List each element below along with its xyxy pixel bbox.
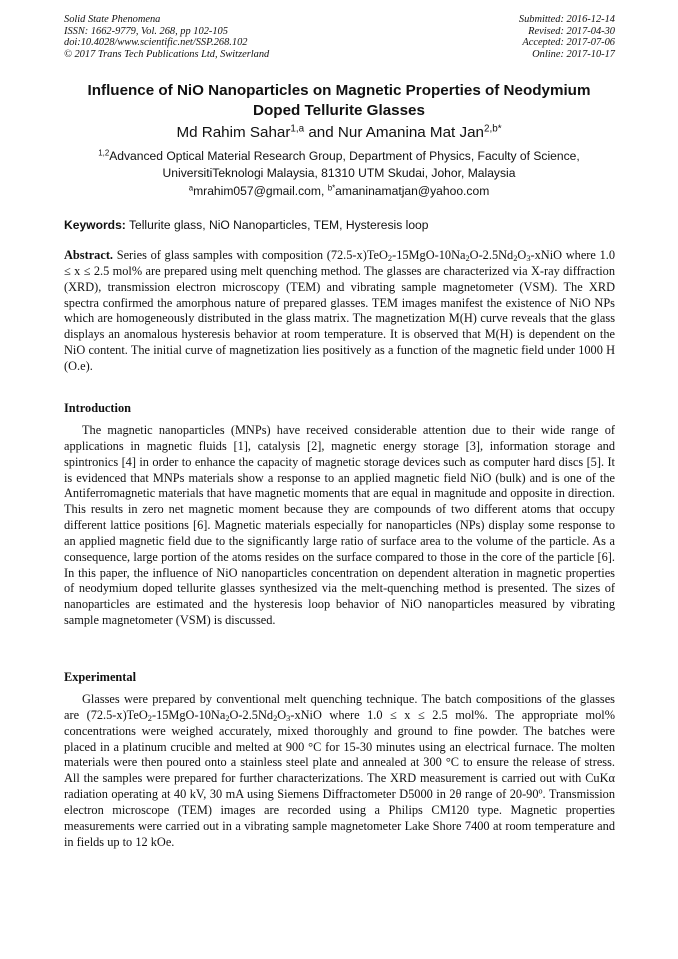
journal-info <box>64 14 269 60</box>
author-1: Md Rahim Sahar <box>176 124 291 141</box>
abstract-text-5: -xNiO where 1.0 ≤ x ≤ 2.5 mol% are prepared using melt quenching method. The glasses are characterized via X-ray diffraction (XRD), transmission electron microscopy (TEM) and vibrating sample magnetometer (VSM). The XRD spectra confirmed the amorphous nature of prepared glasses. TEM images manifest the existence of NiO NPs which are homogeneously distributed in the glass matrix. The magnetization M(H) curve reveals that the glass displays an anomalous hysteresis behavior at room temperature. It is observed that M(H) is dependent on the NiO content. The initial curve of magnetization lies positively as a function of the magnetic field under 1000 H (O.e). <box>64 248 615 373</box>
email-a: mrahim057@gmail.com, <box>193 184 328 198</box>
experimental-sub-1: 2 <box>147 713 152 723</box>
author-2: Nur Amanina Mat Jan <box>337 124 484 141</box>
author-separator: and <box>304 124 338 141</box>
experimental-text-4: O <box>277 707 287 722</box>
experimental-sub-4: 3 <box>286 713 291 723</box>
email-b-sup: b* <box>327 183 336 193</box>
journal-name: Solid State Phenomena <box>64 14 161 25</box>
experimental-text-2: -15MgO-10Na <box>151 707 226 722</box>
affiliation-line-1: Advanced Optical Material Research Group, Department of Physics, Faculty of Science, <box>109 149 580 163</box>
journal-copyright: © 2017 Trans Tech Publications Ltd, Switzerland <box>64 48 270 60</box>
abstract <box>64 248 615 375</box>
experimental-heading: Experimental <box>64 670 136 684</box>
date-revised: Revised: 2017-04-30 <box>528 25 615 37</box>
abstract-sub-4: 3 <box>526 254 531 264</box>
experimental-text-1: Glasses were prepared by conventional melt quenching technique. The batch compositions of the glasses are (72.5-x)TeO <box>64 692 615 722</box>
author-2-sup: 2,b* <box>483 123 502 135</box>
degree-sup: o <box>538 786 543 796</box>
keywords-label: Keywords: <box>64 218 126 232</box>
abstract-sub-1: 2 <box>387 254 393 264</box>
abstract-text-2: -15MgO-10Na <box>392 248 466 262</box>
email-a-sup: a <box>188 183 194 193</box>
affiliation-sup: 1,2 <box>98 148 110 158</box>
email-b: amaninamatjan@yahoo.com <box>335 184 490 198</box>
affiliation-line-2: UniversitiTeknologi Malaysia, 81310 UTM Skudai, Johor, Malaysia <box>162 165 516 180</box>
journal-issn: ISSN: 1662-9779, Vol. 268, pp 102-105 <box>64 25 228 37</box>
date-accepted: Accepted: 2017-07-06 <box>522 37 615 49</box>
abstract-sub-3: 2 <box>513 254 518 264</box>
abstract-text-3: O-2.5Nd <box>469 248 514 262</box>
keywords <box>64 218 616 232</box>
experimental-text-5: -xNiO where 1.0 ≤ x ≤ 2.5 mol%. The appropriate mol% concentrations were weighed accurately, mixed thoroughly and ground to fine powder. The batches were placed in a platinum crucible and melted at 900 °C for 15-30 minutes using an electrical furnace. The molten materials were then poured onto a stainless steel plate and annealed at 300 °C to ensure the release of stress. All the samples were prepared for further characterizations. The XRD measurement is carried out with CuKα radiation operating at 40 kV, 30 mA using Siemens Diffractometer D5000 in 2θ range of 20-90 <box>64 707 615 802</box>
date-submitted: Submitted: 2016-12-14 <box>518 14 615 25</box>
experimental-text-6: . Transmission electron microscope (TEM) images are recorded using a Philips CM120 type. Magnetic properties measurements were carried out in a vibrating sample magnetometer Lake Shore 7400 at room temperature and in fields up to 12 kOe. <box>64 787 615 849</box>
experimental-sub-3: 2 <box>273 713 278 723</box>
author-emails <box>40 184 638 198</box>
experimental-paragraph <box>64 692 615 850</box>
publication-dates <box>519 14 615 60</box>
author-1-sup: 1,a <box>290 123 305 135</box>
introduction-paragraph: The magnetic nanoparticles (MNPs) have received considerable attention due to their wide range of applications in magnetic fluids [1], catalysis [2], magnetic energy storage [3], information storage and spintronics [4] in order to enhance the capacity of magnetic storage devices such as computer hard discs [5]. It is evidenced that MNPs materials show a response to an applied magnetic field NiO (bulk) and is one of the Antiferromagnetic materials that have magnetic moments that are equal in magnitude and opposite in direction. This results in zero net magnetic moment because they are compounds of two different atoms that occupy different lattice positions [6]. Magnetic materials especially for nanoparticles (NPs) display some response to an applied magnetic field due to the significantly large ratio of surface area to the volume of the particle. As a consequence, large portion of the atoms resides on the surface compared to those in the core of the particle [6]. In this paper, the influence of NiO nanoparticles concentration on dependent alteration in magnetic properties of neodymium doped tellurite glasses synthesized via the melt-quenching method is presented. The sizes of nanoparticles are estimated and the hysteresis loop behavior of NiO nanoparticles measured by vibrating sample magnetometer (VSM) is discussed. <box>64 423 615 628</box>
author-list <box>40 124 638 141</box>
experimental-sub-2: 2 <box>225 713 230 723</box>
title-line-1: Influence of NiO Nanoparticles on Magnetic Properties of Neodymium <box>87 82 591 99</box>
abstract-text-1: Series of glass samples with composition (72.5-x)TeO <box>113 248 388 262</box>
abstract-text-4: O <box>517 248 527 262</box>
title-line-2: Doped Tellurite Glasses <box>253 102 425 119</box>
abstract-label: Abstract. <box>64 248 114 262</box>
date-online: Online: 2017-10-17 <box>532 48 615 60</box>
paper-title <box>40 81 638 121</box>
abstract-sub-2: 2 <box>465 254 470 264</box>
affiliation <box>40 148 638 181</box>
introduction-heading: Introduction <box>64 401 131 415</box>
experimental-text-3: O-2.5Nd <box>229 707 274 722</box>
journal-doi: doi:10.4028/www.scientific.net/SSP.268.102 <box>64 37 248 49</box>
keywords-text: Tellurite glass, NiO Nanoparticles, TEM, Hysteresis loop <box>125 218 429 232</box>
